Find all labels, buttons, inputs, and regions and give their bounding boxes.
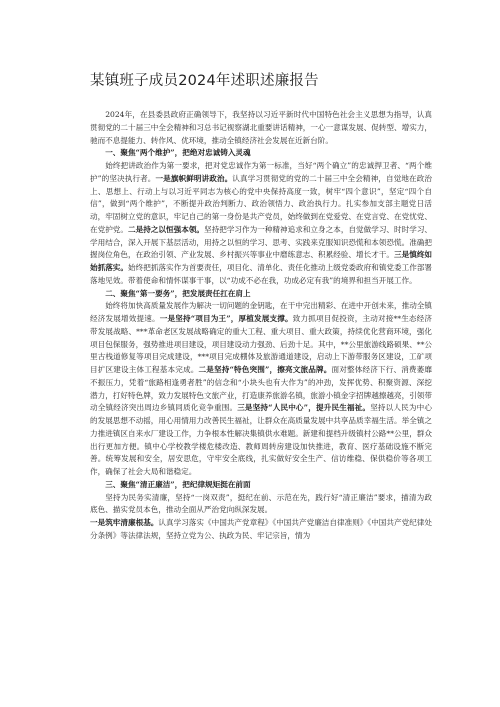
section-heading-2: 二、聚焦“第一要务”，把发展责任扛在肩上: [105, 288, 251, 298]
section-1-paragraph: [90, 160, 432, 288]
s2-bold-2: 二是坚持“特色突围”，擦亮文旅品牌。: [198, 365, 332, 374]
section-heading-3: 三、聚焦“清正廉洁”，把纪律规矩挺在前面: [105, 479, 251, 489]
s3-bold-1: 一是筑牢清廉根基。: [90, 518, 159, 527]
document-body: [90, 109, 432, 543]
s1-bold-3: 三是慎终如始抓落实。: [90, 250, 433, 272]
s1-text-4: 始终把抓落实作为首要责任，项目化、清单化、责任化推动上级党委政府和镇党委工作部署落地见效。带着使命和情怀谋事干事，以“功成不必在我，功成必定有我”的境界和担当开展工作。: [90, 263, 433, 285]
s1-text-2: 认真学习贯彻党的党的二十届三中全会精神，自觉地在政治上、思想上、行动上与以习近平同志为核心的党中央保持高度一致，树牢“四个意识”，坚定“四个自信”，做到“两个维护”，不断提升政治判断力、政治领悟力、政治执行力。扎实参加支部主题党日活动，牢固树立党的意识，牢记自己的第一身份是共产党员，始终做到在党爱党、在党言党、在党忧党、在党护党。: [90, 173, 432, 234]
s1-bold-1: 一是旗帜鲜明讲政治。: [155, 173, 233, 183]
section-2-paragraph: [90, 300, 432, 479]
s2-text: 始终将加快高质量发展作为解决一切问题的金钥匙，在干中完出精彩、在进中开创未来，推动全镇经济发展增效提速。: [90, 301, 432, 323]
s2-bold-1: 一是坚持“项目为王”，厚植发展支撑。: [159, 314, 293, 323]
s2-text-4: 坚持以人民为中心的发展思想不动摇，用心用情用力改善民生福祉，让群众在高质量发展中共享品质幸福生活。举全镇之力推进镇区自来水厂建设工作，力争根本性解决集镇供水难题。新建和提档升级镇村公路**公里，群众出行更加方便。镇中心学校教学楼危楼改造、教师周转房建设加快推进，教育、医疗基础设施不断完善。统筹发展和安全，居安思危，守牢安全底线，扎实做好安全生产、信访维稳、保供稳价等各项工作，确保了社会大局和谐稳定。: [90, 403, 433, 476]
document-title: 某镇班子成员2024年述职述廉报告: [90, 73, 319, 89]
s2-bold-3: 三是坚持“人民中心”，提升民生福祉。: [237, 403, 371, 413]
section-heading-1: 一、聚焦“两个维护”，把绝对忠诚铸入灵魂: [105, 148, 251, 158]
s3-text-2: 认真学习落实《中国共产党章程》《中国共产党廉洁自律准则》《中国共产党纪律处分条例》等法律法规，坚持立党为公、执政为民、牢记宗旨，情为: [90, 518, 432, 540]
s2-text-2: 致力抓项目促投资，主动对接**生态经济带发展战略、***革命老区发展战略确定的重大工程、重大项目、重大政策，持续优化营商环境，强化项目包保服务，强势推进项目建设，项目建设动力强劲、后劲十足。其中，**公里旅游线路硕果、**公里古栈道修复等项目完成建设，***项目完成棚体及旅游通道建设，启动上下游带服务区建设，工矿项目扩区建设主体工程基本完成。: [90, 314, 433, 374]
s1-bold-2: 二是持之以恒强本领。: [128, 224, 205, 234]
s2-text-3: 面对整体经济下行、消费萎靡不振压力，凭着“旅路相逢勇者胜”的信念和“小块头也有大作为”的冲劲，发挥优势、积聚资源、深挖潜力，打好特色牌，致力发展特色文旅产业，打造康养旅游名镇，旅游小镇金字招牌越擦越亮，引领带动全镇经济突出周边乡镇同质化竞争重围。: [90, 365, 433, 413]
section-3-paragraph-2: [90, 517, 432, 543]
section-3-paragraph: 坚持为民务实清廉，坚持“一岗双责”，挺纪在前、示范在先，践行好“清正廉洁”要求，描清为政底色、描实党员本色，推动全面从严治党向纵深发展。: [90, 492, 432, 515]
s1-text: 始终把讲政治作为第一要求，把对党忠诚作为第一标准，当好“两个确立”的忠诚捍卫者、“两个维护”的坚决执行者。: [90, 161, 432, 183]
intro-paragraph: 2024年，在县委县政府正确领导下，我坚持以习近平新时代中国特色社会主义思想为指导，认真贯彻党的二十届三中全会精神和习总书记视察湖北重要讲话精神，一心一意谋发展、促转型、增实力，驰而不息提能力、转作风、优环境，推动全镇经济社会发展在近新台阶。: [90, 110, 432, 145]
s1-text-3: 坚持把学习作为一种精神追求和立身之本，自觉做学习、时时学习、学用结合，深入开展下基层活动，用持之以恒的学习、思考、实践来克服知识恐慌和本领恐慌。准确把握岗位角色，在政治引领、产业发展、乡村振兴等事业中磨练意志、积累经验、增长才干。: [90, 224, 433, 260]
